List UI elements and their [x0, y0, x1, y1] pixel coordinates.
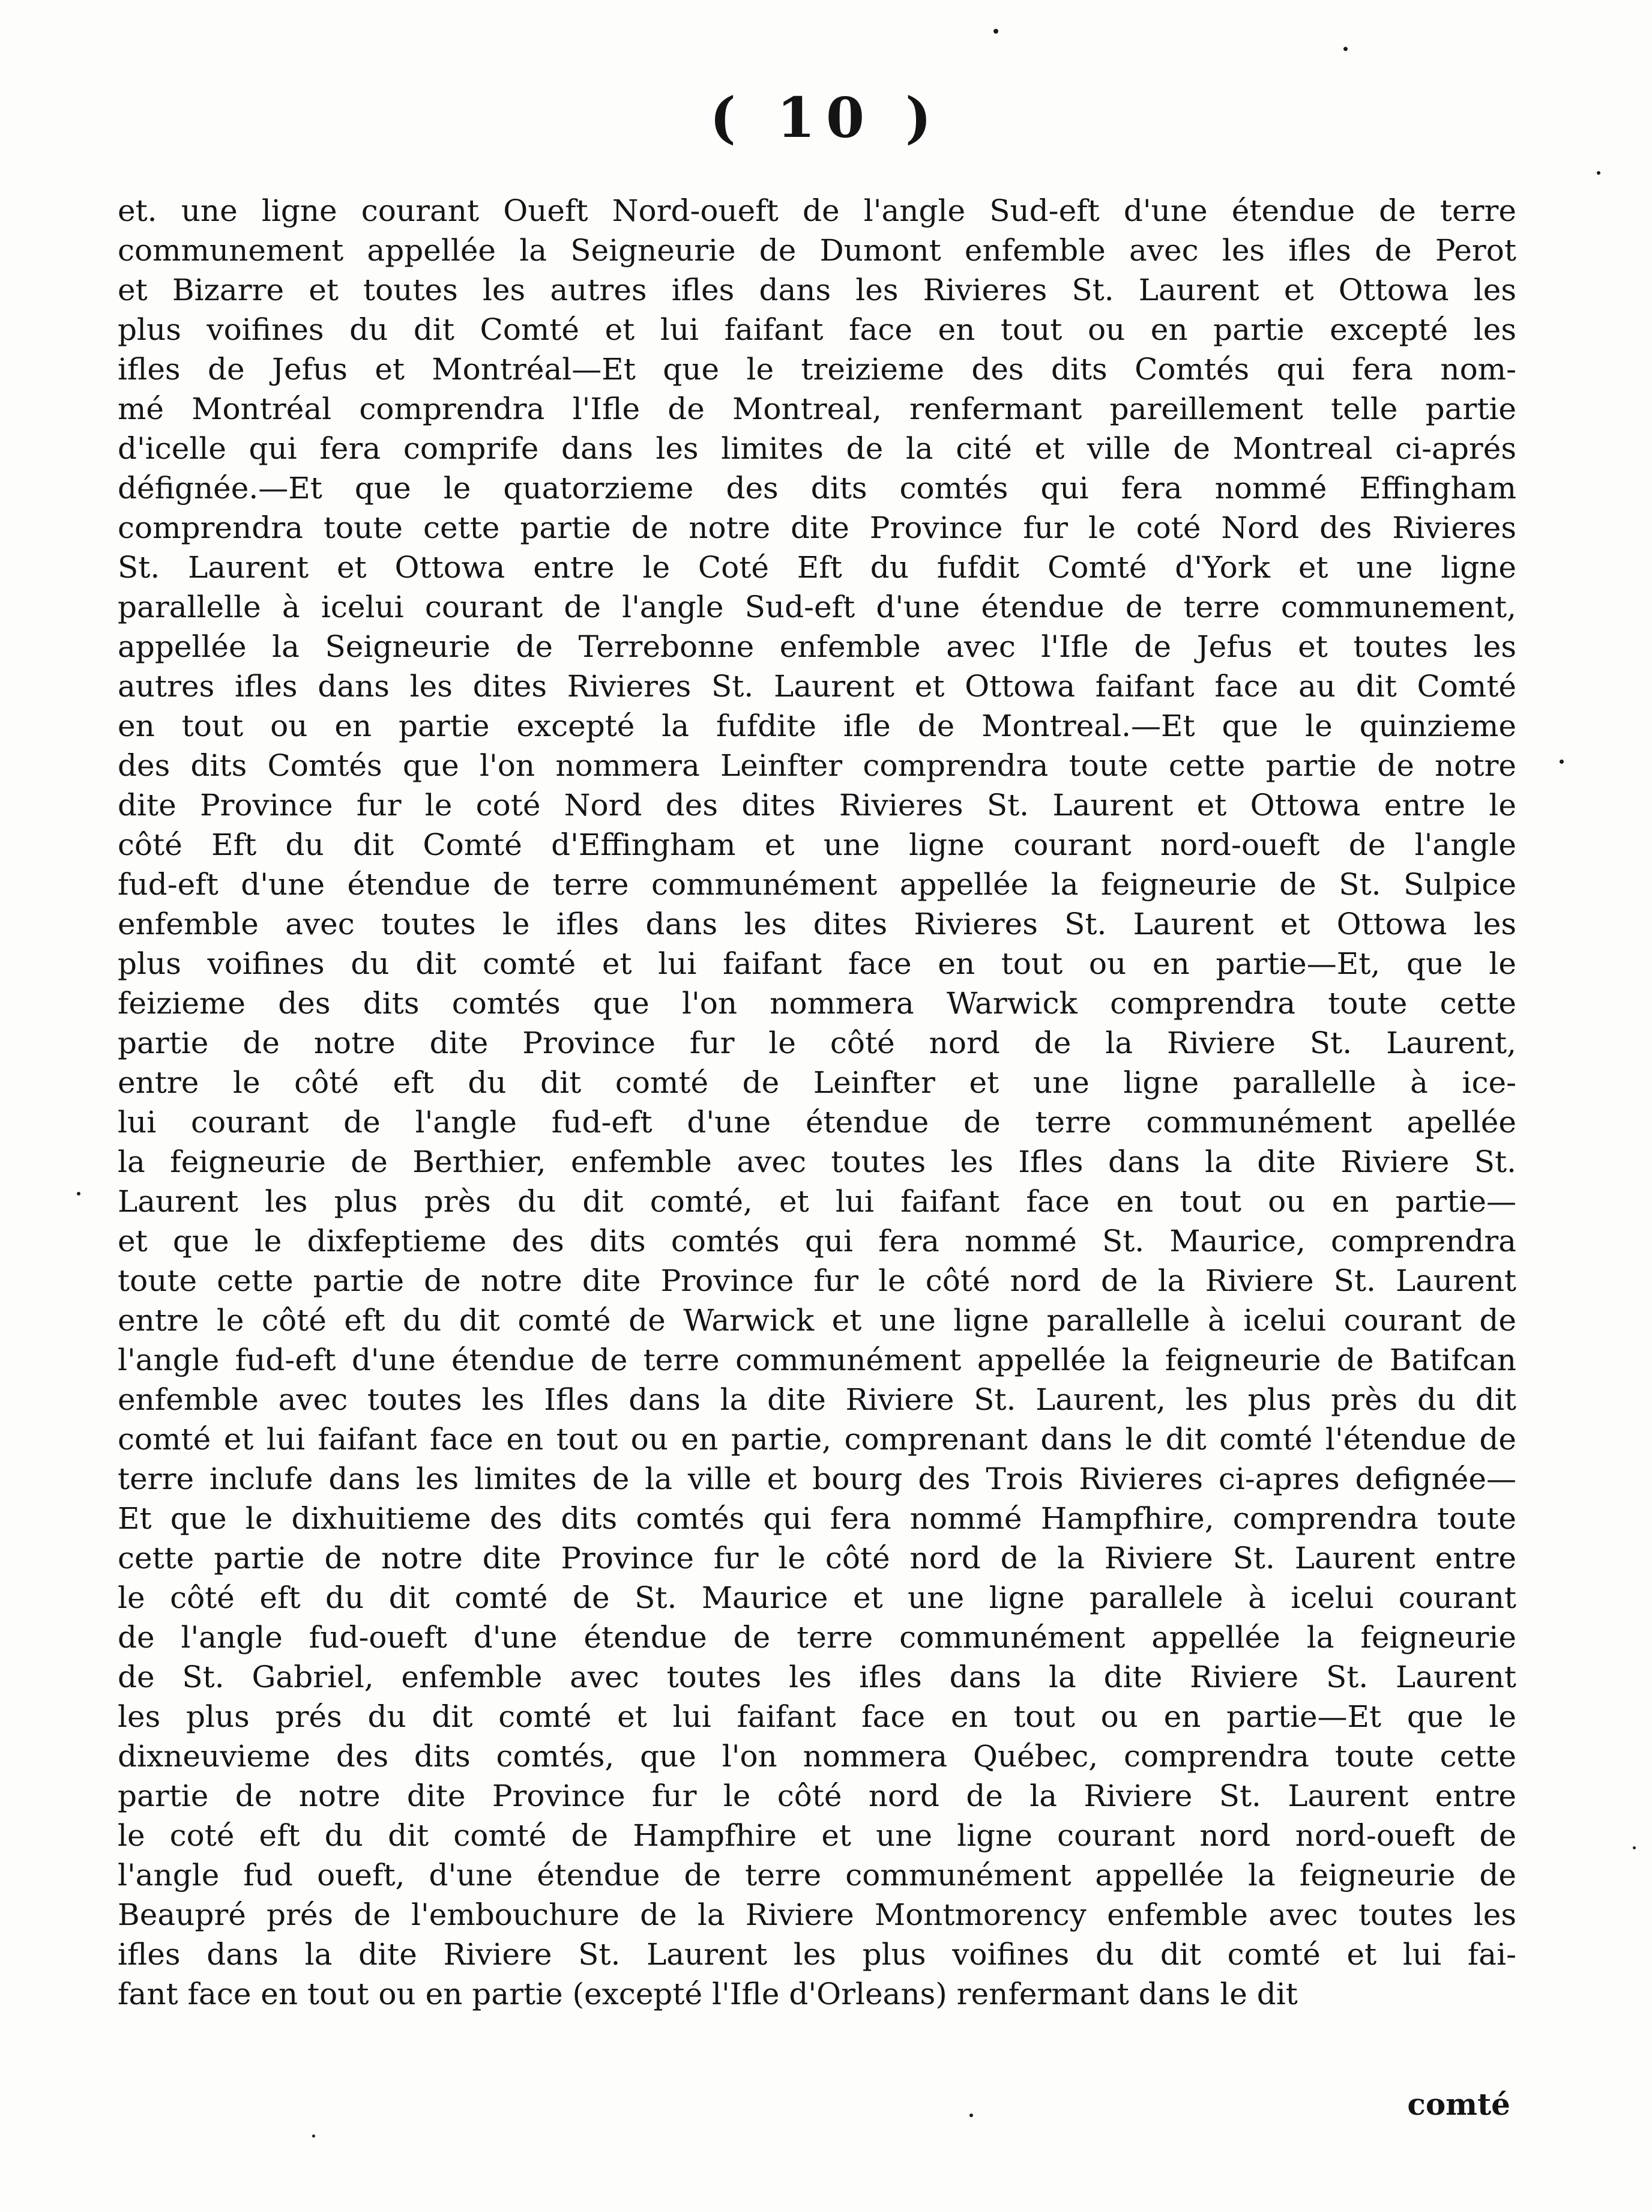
ink-speck — [1560, 760, 1564, 764]
text-line: Laurent les plus près du dit comté, et lui faifant face en tout ou en partie— — [118, 1184, 1516, 1219]
text-line: en tout ou en partie excepté la fufdite ifle de Montreal.—Et que le quinzieme — [118, 709, 1516, 743]
ink-speck — [969, 2114, 973, 2117]
text-line: les plus prés du dit comté et lui faifant face en tout ou en partie—Et que le — [118, 1699, 1516, 1734]
text-line: partie de notre dite Province fur le côté nord de la Riviere St. Laurent, — [118, 1026, 1516, 1060]
ink-speck — [993, 29, 998, 34]
text-line: l'angle fud-eft d'une étendue de terre communément appellée la feigneurie de Batifcan — [118, 1343, 1516, 1377]
text-line: l'angle fud oueft, d'une étendue de terre communément appellée la feigneurie de — [118, 1858, 1516, 1893]
text-line: le coté eft du dit comté de Hampfhire et une ligne courant nord nord-oueft de — [118, 1818, 1516, 1853]
text-line: plus voifines du dit comté et lui faifant face en tout ou en partie—Et, que le — [118, 946, 1516, 981]
text-line: enfemble avec toutes le ifles dans les dites Rivieres St. Laurent et Ottowa les — [118, 907, 1516, 941]
catchword: comté — [1407, 2087, 1510, 2122]
text-line: feizieme des dits comtés que l'on nommera Warwick comprendra toute cette — [118, 986, 1516, 1021]
ink-speck — [1633, 1846, 1636, 1849]
text-line: fud-eft d'une étendue de terre communément appellée la feigneurie de St. Sulpice — [118, 867, 1516, 902]
text-line: plus voifines du dit Comté et lui faifant face en tout ou en partie excepté les — [118, 312, 1516, 347]
text-line: comprendra toute cette partie de notre dite Province fur le coté Nord des Rivieres — [118, 510, 1516, 545]
text-line: enfemble avec toutes les Ifles dans la dite Riviere St. Laurent, les plus près du dit — [118, 1382, 1516, 1417]
text-line: fant face en tout ou en partie (excepté l'Ifle d'Orleans) renfermant dans le dit — [118, 1977, 1298, 2011]
text-line: St. Laurent et Ottowa entre le Coté Eft du fufdit Comté d'York et une ligne — [118, 550, 1516, 585]
text-line: partie de notre dite Province fur le côté nord de la Riviere St. Laurent entre — [118, 1778, 1516, 1813]
text-line: ifles dans la dite Riviere St. Laurent les plus voifines du dit comté et lui fai- — [118, 1937, 1516, 1972]
ink-speck — [1343, 47, 1348, 51]
text-line: entre le côté eft du dit comté de Warwick et une ligne parallelle à icelui courant de — [118, 1303, 1516, 1338]
body-text — [118, 191, 1516, 2014]
text-line: lui courant de l'angle fud-eft d'une étendue de terre communément apellée — [118, 1105, 1516, 1140]
page-number: ( 10 ) — [710, 85, 942, 150]
text-line: ifles de Jefus et Montréal—Et que le treizieme des dits Comtés qui fera nom- — [118, 352, 1516, 387]
ink-speck — [77, 1192, 80, 1195]
text-line: Beaupré prés de l'embouchure de la Riviere Montmorency enfemble avec toutes les — [118, 1897, 1516, 1932]
text-line: des dits Comtés que l'on nommera Leinfter comprendra toute cette partie de notre — [118, 748, 1516, 783]
text-line: autres ifles dans les dites Rivieres St. Laurent et Ottowa faifant face au dit Comté — [118, 669, 1516, 704]
text-line: et que le dixfeptieme des dits comtés qui fera nommé St. Maurice, comprendra — [118, 1224, 1516, 1259]
text-line: de St. Gabriel, enfemble avec toutes les ifles dans la dite Riviere St. Laurent — [118, 1660, 1516, 1694]
text-line: communement appellée la Seigneurie de Dumont enfemble avec les ifles de Perot — [118, 233, 1516, 268]
text-line: appellée la Seigneurie de Terrebonne enfemble avec l'Ifle de Jefus et toutes les — [118, 629, 1516, 664]
text-line: le côté eft du dit comté de St. Maurice et une ligne parallele à icelui courant — [118, 1580, 1516, 1615]
text-line: entre le côté eft du dit comté de Leinfter et une ligne parallelle à ice- — [118, 1065, 1516, 1100]
text-line: et. une ligne courant Oueft Nord-oueft de l'angle Sud-eft d'une étendue de terre — [118, 193, 1516, 228]
text-line: dixneuvieme des dits comtés, que l'on nommera Québec, comprendra toute cette — [118, 1739, 1516, 1774]
text-line: défignée.—Et que le quatorzieme des dits comtés qui fera nommé Effingham — [118, 471, 1516, 506]
text-line: dite Province fur le coté Nord des dites Rivieres St. Laurent et Ottowa entre le — [118, 788, 1516, 823]
text-line: mé Montréal comprendra l'Ifle de Montreal, renfermant pareillement telle partie — [118, 391, 1516, 426]
text-line: cette partie de notre dite Province fur le côté nord de la Riviere St. Laurent entre — [118, 1541, 1516, 1576]
text-line: côté Eft du dit Comté d'Effingham et une ligne courant nord-oueft de l'angle — [118, 827, 1516, 862]
text-line: comté et lui faifant face en tout ou en partie, comprenant dans le dit comté l'étendue de — [118, 1422, 1516, 1457]
text-line: terre inclufe dans les limites de la ville et bourg des Trois Rivieres ci-apres defignée— — [118, 1461, 1516, 1496]
text-line: d'icelle qui fera comprife dans les limites de la cité et ville de Montreal ci-aprés — [118, 431, 1516, 466]
text-line: parallelle à icelui courant de l'angle Sud-eft d'une étendue de terre communement, — [118, 590, 1516, 624]
text-line: et Bizarre et toutes les autres ifles dans les Rivieres St. Laurent et Ottowa les — [118, 273, 1516, 307]
text-line: de l'angle fud-oueft d'une étendue de terre communément appellée la feigneurie — [118, 1620, 1516, 1655]
text-line: la feigneurie de Berthier, enfemble avec toutes les Ifles dans la dite Riviere St. — [118, 1144, 1516, 1179]
text-line: Et que le dixhuitieme des dits comtés qui fera nommé Hampfhire, comprendra toute — [118, 1501, 1516, 1536]
ink-speck — [1597, 171, 1600, 175]
ink-speck — [312, 2135, 315, 2138]
text-line: toute cette partie de notre dite Province fur le côté nord de la Riviere St. Laurent — [118, 1263, 1516, 1298]
